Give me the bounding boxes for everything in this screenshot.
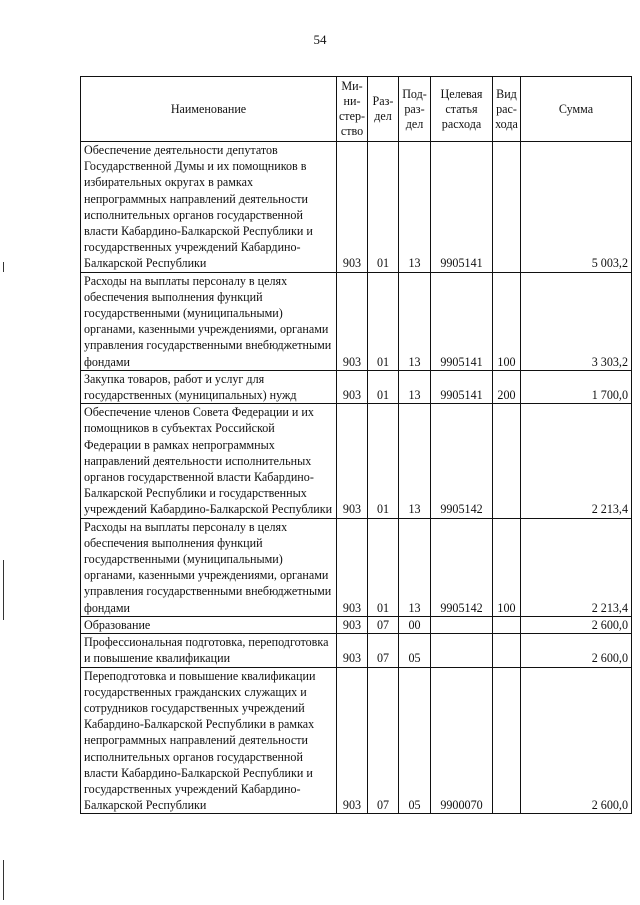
row-ministry: 903 xyxy=(337,272,368,370)
row-type: 100 xyxy=(493,272,521,370)
table-row xyxy=(81,518,632,616)
row-ministry: 903 xyxy=(337,616,368,633)
row-section: 07 xyxy=(368,634,399,667)
row-sum: 2 600,0 xyxy=(521,616,632,633)
row-name: Закупка товаров, работ и услуг для государственных (муниципальных) нужд xyxy=(81,370,337,403)
header-ministry: Ми- ни- стер- ство xyxy=(337,77,368,142)
row-subsection: 05 xyxy=(399,634,431,667)
row-type: 200 xyxy=(493,370,521,403)
row-target xyxy=(431,616,493,633)
row-subsection: 13 xyxy=(399,404,431,518)
row-sum: 2 600,0 xyxy=(521,634,632,667)
row-ministry: 903 xyxy=(337,667,368,814)
table-row xyxy=(81,272,632,370)
row-subsection: 00 xyxy=(399,616,431,633)
row-name: Переподготовка и повышение квалификации государственных гражданских служащих и сотрудников государственных учреждений Кабардино-Балкарской Республики в рамках непрограммных направлений деятельности исполнительных органов государственной власти Кабардино-Балкарской Республики и государственных учреждений Кабардино-Балкарской Республики xyxy=(81,667,337,814)
row-sum: 2 600,0 xyxy=(521,667,632,814)
header-name: Наименование xyxy=(81,77,337,142)
row-section: 01 xyxy=(368,518,399,616)
row-section: 01 xyxy=(368,404,399,518)
row-target: 9905141 xyxy=(431,272,493,370)
row-target: 9905141 xyxy=(431,370,493,403)
row-name: Обеспечение членов Совета Федерации и их помощников в субъектах Российской Федерации в рамках непрограммных направлений деятельности исполнительных органов государственной власти Кабардино-Балкарской Республики и государственных учреждений Кабардино-Балкарской Республики xyxy=(81,404,337,518)
budget-table xyxy=(80,76,632,814)
row-ministry: 903 xyxy=(337,518,368,616)
header-type: Вид рас- хода xyxy=(493,77,521,142)
header-sum: Сумма xyxy=(521,77,632,142)
row-target xyxy=(431,634,493,667)
row-ministry: 903 xyxy=(337,634,368,667)
row-target: 9900070 xyxy=(431,667,493,814)
row-subsection: 13 xyxy=(399,518,431,616)
row-subsection: 13 xyxy=(399,370,431,403)
table-row xyxy=(81,142,632,273)
row-subsection: 13 xyxy=(399,272,431,370)
header-subsection: Под- раз- дел xyxy=(399,77,431,142)
row-name: Профессиональная подготовка, переподготовка и повышение квалификации xyxy=(81,634,337,667)
row-type xyxy=(493,667,521,814)
row-type xyxy=(493,634,521,667)
row-section: 07 xyxy=(368,616,399,633)
table-row xyxy=(81,667,632,814)
row-sum: 3 303,2 xyxy=(521,272,632,370)
table-row xyxy=(81,616,632,633)
page-number: 54 xyxy=(313,32,327,47)
row-type xyxy=(493,142,521,273)
row-section: 01 xyxy=(368,272,399,370)
row-section: 01 xyxy=(368,142,399,273)
scan-margin-mark xyxy=(3,560,4,620)
scan-margin-mark xyxy=(3,860,4,900)
scan-margin-mark xyxy=(3,262,4,272)
row-target: 9905142 xyxy=(431,404,493,518)
row-type xyxy=(493,404,521,518)
row-sum: 1 700,0 xyxy=(521,370,632,403)
row-ministry: 903 xyxy=(337,142,368,273)
row-target: 9905142 xyxy=(431,518,493,616)
table-header xyxy=(81,77,632,142)
header-section: Раз- дел xyxy=(368,77,399,142)
row-name: Расходы на выплаты персоналу в целях обеспечения выполнения функций государственными (муниципальными) органами, казенными учреждениями, органами управления государственными внебюджетными фондами xyxy=(81,518,337,616)
row-section: 01 xyxy=(368,370,399,403)
table-row xyxy=(81,634,632,667)
row-sum: 5 003,2 xyxy=(521,142,632,273)
row-sum: 2 213,4 xyxy=(521,518,632,616)
row-target: 9905141 xyxy=(431,142,493,273)
table-body xyxy=(81,142,632,814)
row-name: Обеспечение деятельности депутатов Государственной Думы и их помощников в избирательных округах в рамках непрограммных направлений деятельности исполнительных органов государственной власти Кабардино-Балкарской Республики и государственных учреждений Кабардино-Балкарской Республики xyxy=(81,142,337,273)
table-row xyxy=(81,404,632,518)
row-sum: 2 213,4 xyxy=(521,404,632,518)
row-ministry: 903 xyxy=(337,370,368,403)
row-type: 100 xyxy=(493,518,521,616)
table-row xyxy=(81,370,632,403)
row-ministry: 903 xyxy=(337,404,368,518)
header-target: Целевая статья расхода xyxy=(431,77,493,142)
row-name: Расходы на выплаты персоналу в целях обеспечения выполнения функций государственными (муниципальными) органами, казенными учреждениями, органами управления государственными внебюджетными фондами xyxy=(81,272,337,370)
row-section: 07 xyxy=(368,667,399,814)
row-name: Образование xyxy=(81,616,337,633)
row-subsection: 13 xyxy=(399,142,431,273)
row-subsection: 05 xyxy=(399,667,431,814)
row-type xyxy=(493,616,521,633)
